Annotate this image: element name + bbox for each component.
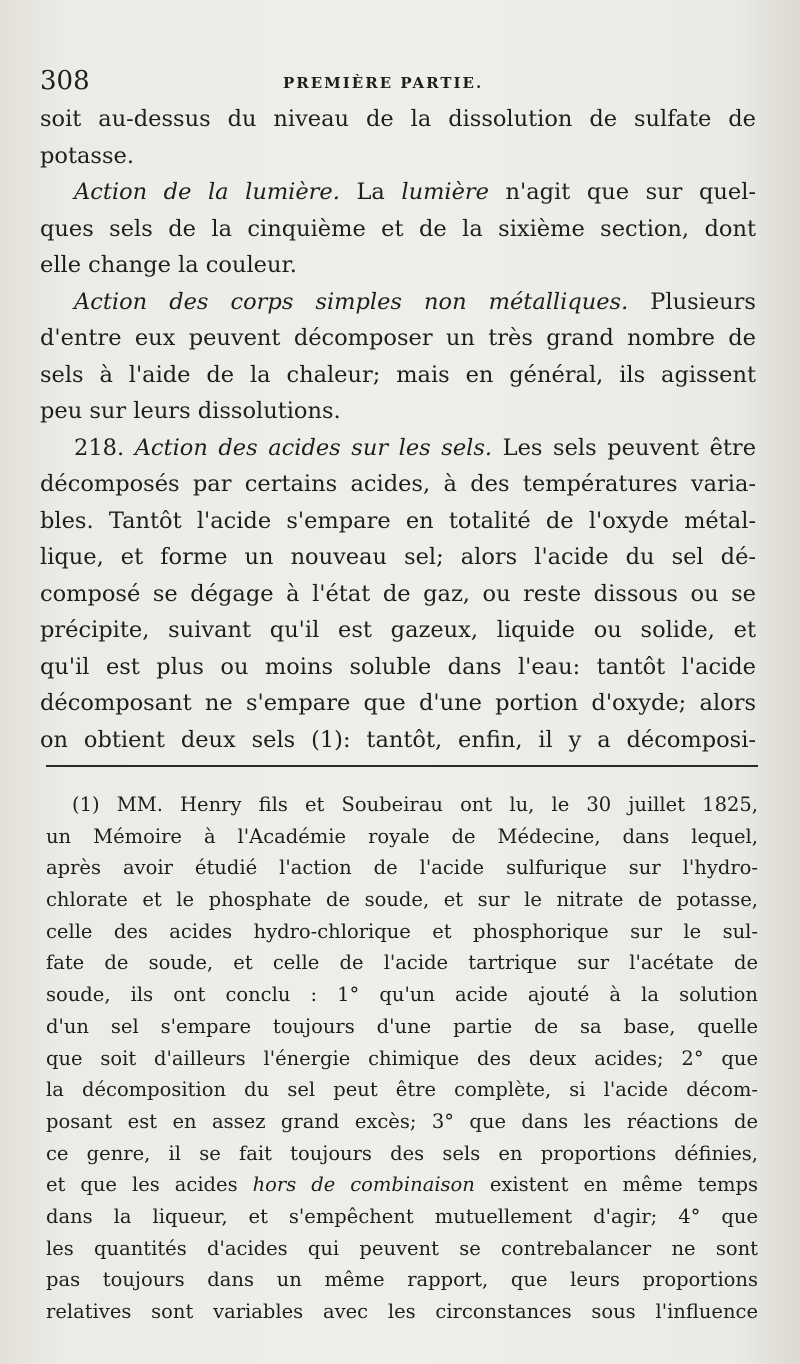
footnote-line: la décomposition du sel peut être complète, si l'acide décom- — [46, 1078, 758, 1102]
main-text — [40, 101, 756, 758]
footnote-line: d'un sel s'empare toujours d'une partie de sa base, quelle — [46, 1014, 758, 1038]
text-line: on obtient deux sels (1): tantôt, enfin, il y a décomposi- — [40, 726, 756, 753]
text-line: 218. Action des acides sur les sels. Les sels peuvent être — [74, 434, 756, 461]
text-line: ques sels de la cinquième et de la sixième section, dont — [40, 215, 756, 242]
section-heading: Action de la lumière. — [74, 179, 340, 205]
footnote-line: un Mémoire à l'Académie royale de Médecine, dans lequel, — [46, 824, 758, 848]
section-number: 218. — [74, 434, 135, 461]
footnote-line: chlorate et le phosphate de soude, et sur le nitrate de potasse, — [46, 888, 758, 912]
text-line: sels à l'aide de la chaleur; mais en général, ils agissent — [40, 361, 756, 388]
footnote-line: relatives sont variables avec les circonstances sous l'influence — [46, 1300, 758, 1323]
section-heading: Action des acides sur les sels. — [134, 434, 493, 461]
text-line: d'entre eux peuvent décomposer un très grand nombre de — [40, 325, 756, 351]
footnote — [46, 789, 758, 1328]
footnote-line: pas toujours dans un même rapport, que leurs proportions — [46, 1268, 758, 1292]
text-line: qu'il est plus ou moins soluble dans l'eau: tantôt l'acide — [40, 653, 756, 680]
footnote-line: dans la liqueur, et s'empêchent mutuellement d'agir; 4° que — [46, 1204, 758, 1228]
running-head: PREMIÈRE PARTIE. — [283, 74, 484, 92]
footnote-line: (1) MM. Henry fils et Soubeirau ont lu, le 30 juillet 1825, — [72, 793, 758, 816]
page-header — [40, 66, 760, 100]
footnote-line: que soit d'ailleurs l'énergie chimique des deux acides; 2° que — [46, 1046, 758, 1070]
footnote-line: fate de soude, et celle de l'acide tartrique sur l'acétate de — [46, 951, 758, 975]
footnote-line: après avoir étudié l'action de l'acide sulfurique sur l'hydro- — [46, 856, 758, 880]
text-line: Action de la lumière. La lumière n'agit que sur quel- — [74, 179, 756, 205]
footnote-line: celle des acides hydro-chlorique et phosphorique sur le sul- — [46, 919, 758, 943]
section-heading: Action des corps simples non métalliques. — [74, 288, 629, 315]
footnote-divider — [46, 765, 758, 767]
footnote-line: posant est en assez grand excès; 3° que dans les réactions de — [46, 1109, 758, 1133]
footnote-line: ce genre, il se fait toujours des sels en proportions définies, — [46, 1141, 758, 1165]
text-line: précipite, suivant qu'il est gazeux, liquide ou solide, et — [40, 617, 756, 643]
text-line: peu sur leurs dissolutions. — [40, 398, 341, 424]
text-line: soit au-dessus du niveau de la dissolution de sulfate de — [40, 106, 756, 132]
page-number: 308 — [40, 66, 90, 96]
text-line: composé se dégage à l'état de gaz, ou reste dissous ou se — [40, 580, 756, 607]
italic-phrase: hors de combinaison — [252, 1173, 475, 1197]
text-line: Action des corps simples non métalliques. Plusieurs — [74, 288, 756, 315]
footnote-line: soude, ils ont conclu : 1° qu'un acide ajouté à la solution — [46, 983, 758, 1007]
text-line: décomposant ne s'empare que d'une portion d'oxyde; alors — [40, 690, 756, 716]
footnote-line: les quantités d'acides qui peuvent se contrebalancer ne sont — [46, 1236, 758, 1260]
text-line: potasse. — [40, 142, 134, 169]
text-line: elle change la couleur. — [40, 252, 297, 278]
text-line: décomposés par certains acides, à des températures varia- — [40, 471, 756, 497]
text-line: bles. Tantôt l'acide s'empare en totalité de l'oxyde métal- — [40, 507, 756, 534]
text-line: lique, et forme un nouveau sel; alors l'acide du sel dé- — [40, 544, 756, 570]
footnote-line: et que les acides hors de combinaison existent en même temps — [46, 1173, 758, 1197]
